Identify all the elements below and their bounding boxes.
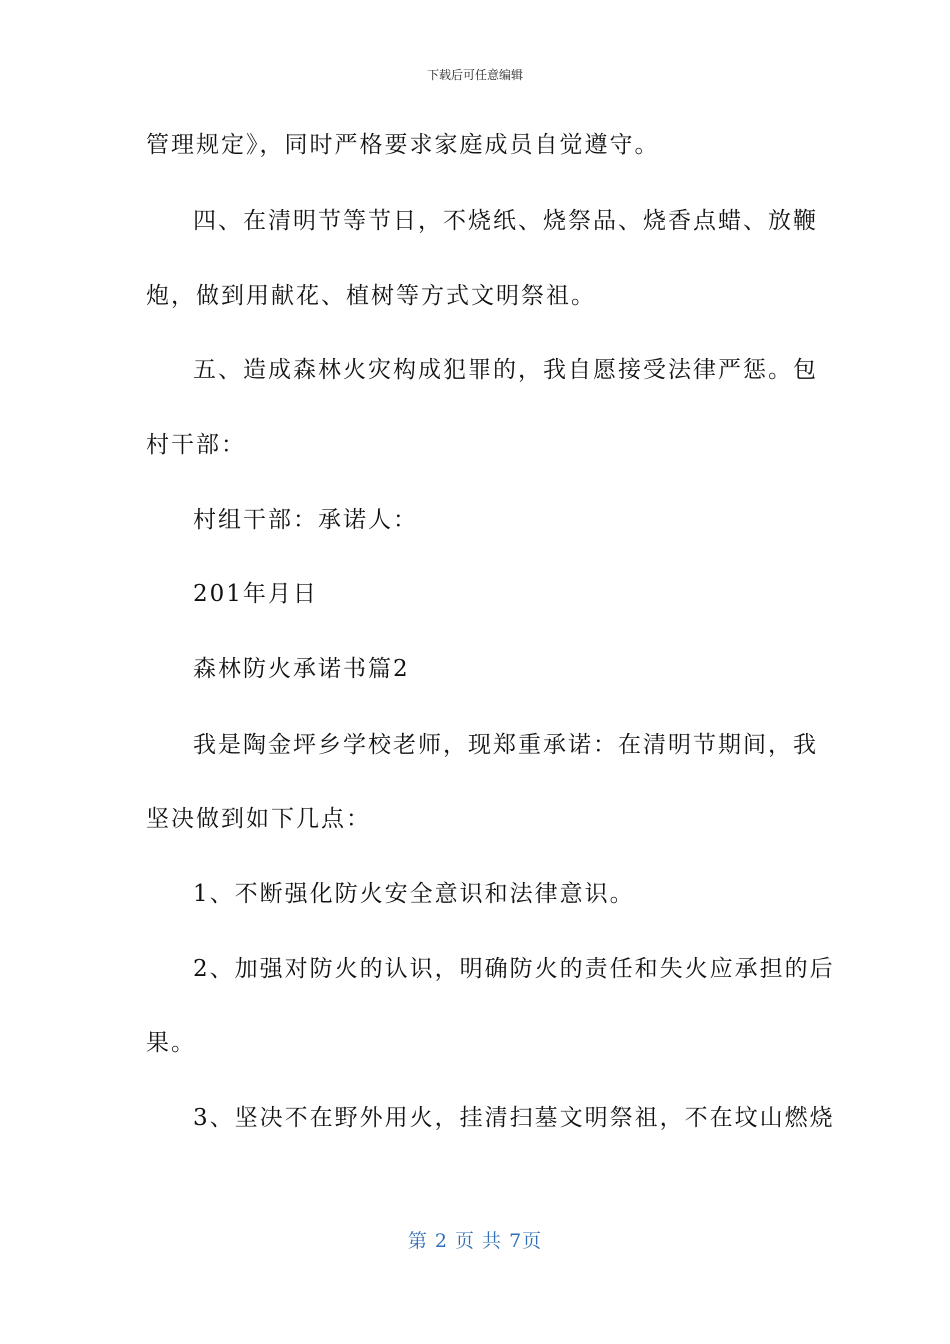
text-line-5: 村干部：	[146, 432, 246, 458]
page-header: 下载后可任意编辑	[426, 68, 523, 82]
text-line-2: 四、在清明节等节日，不烧纸、烧祭品、烧香点蜡、放鞭	[193, 208, 818, 234]
text-line-1: 管理规定》，同时严格要求家庭成员自觉遵守。	[146, 132, 660, 158]
text-line-9: 我是陶金坪乡学校老师，现郑重承诺：在清明节期间，我	[193, 732, 818, 758]
text-line-10: 坚决做到如下几点：	[146, 806, 371, 832]
page-footer: 第 2 页 共 7页	[407, 1230, 543, 1252]
text-line-6: 村组干部：承诺人：	[193, 507, 418, 533]
text-line-12: 2、加强对防火的认识，明确防火的责任和失火应承担的后	[193, 956, 835, 982]
text-line-3: 炮，做到用献花、植树等方式文明祭祖。	[146, 283, 596, 309]
text-line-4: 五、造成森林火灾构成犯罪的，我自愿接受法律严惩。包	[193, 357, 818, 383]
text-line-13: 果。	[146, 1030, 196, 1056]
section-heading: 森林防火承诺书篇2	[193, 656, 410, 682]
text-line-14: 3、坚决不在野外用火，挂清扫墓文明祭祖，不在坟山燃烧	[193, 1105, 835, 1131]
text-line-7: 201年月日	[193, 581, 318, 607]
text-line-11: 1、不断强化防火安全意识和法律意识。	[193, 881, 635, 907]
